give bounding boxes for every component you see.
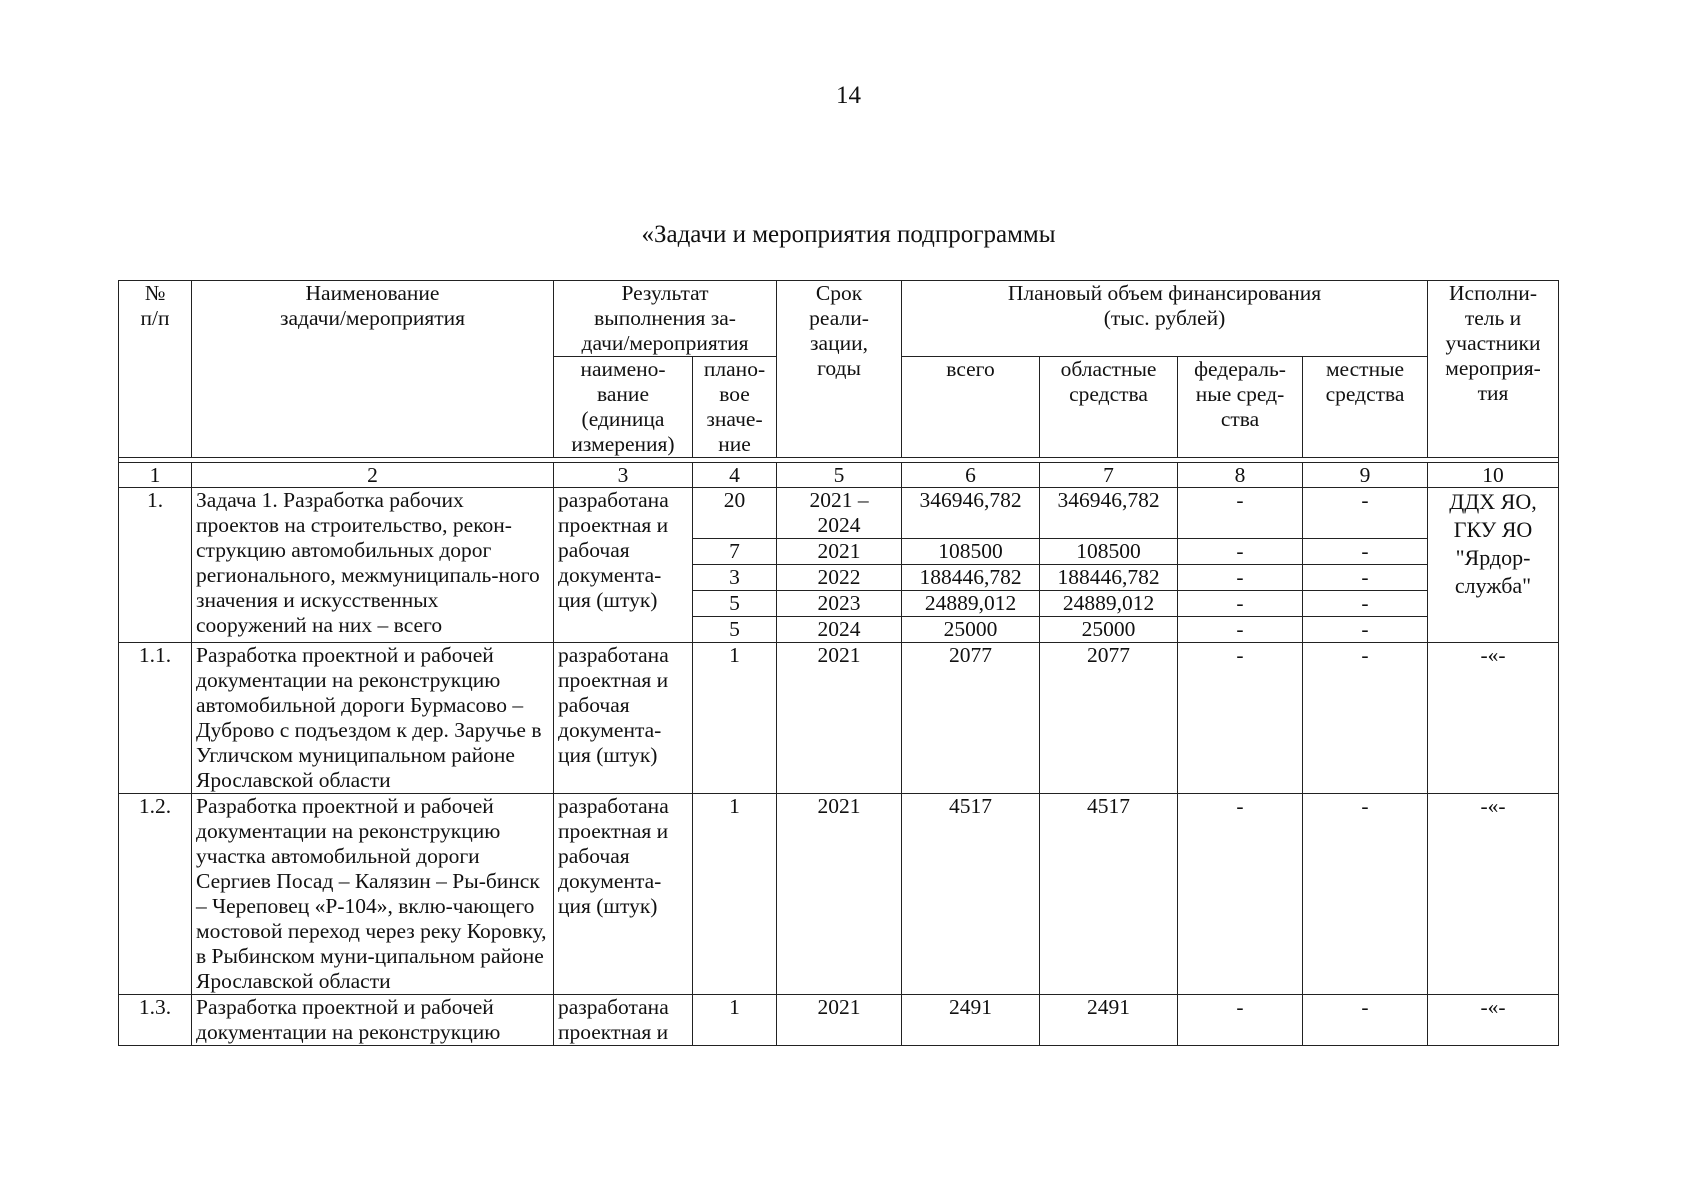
header-result-name: наимено- вание (единица измерения) <box>554 357 693 458</box>
planned-value: 1 <box>693 794 777 995</box>
measure-num: 1.2. <box>119 794 192 995</box>
measure-name: Разработка проектной и рабочей документации на реконструкцию автомобильной дороги Бурмасово – Дуброво с подъездом к дер. Заручье в Угличском муниципальном районе Ярославской области <box>192 643 554 794</box>
measure-row <box>119 995 1559 1046</box>
header-result-group: Результат выполнения за- дачи/мероприятия <box>554 281 777 357</box>
measure-result-name: разработана проектная и <box>554 995 693 1046</box>
task-executor: ДДХ ЯО, ГКУ ЯО "Ярдор- служба" <box>1428 488 1559 643</box>
header-total: всего <box>902 357 1040 458</box>
column-number: 7 <box>1040 463 1178 488</box>
total-funding: 24889,012 <box>902 591 1040 617</box>
header-term: Срок реали- зации, годы <box>777 281 902 458</box>
total-funding: 4517 <box>902 794 1040 995</box>
planned-value: 3 <box>693 565 777 591</box>
regional-funding: 2491 <box>1040 995 1178 1046</box>
column-number: 10 <box>1428 463 1559 488</box>
planned-value: 1 <box>693 995 777 1046</box>
header-num: № п/п <box>119 281 192 458</box>
column-number: 5 <box>777 463 902 488</box>
local-funding: - <box>1303 643 1428 794</box>
total-funding: 346946,782 <box>902 488 1040 539</box>
local-funding: - <box>1303 617 1428 643</box>
measure-name: Разработка проектной и рабочей документации на реконструкцию <box>192 995 554 1046</box>
term: 2021 <box>777 995 902 1046</box>
column-number: 6 <box>902 463 1040 488</box>
federal-funding: - <box>1178 794 1303 995</box>
planned-value: 5 <box>693 617 777 643</box>
total-funding: 2491 <box>902 995 1040 1046</box>
planned-value: 7 <box>693 539 777 565</box>
regional-funding: 24889,012 <box>1040 591 1178 617</box>
local-funding: - <box>1303 539 1428 565</box>
header-row-1 <box>119 281 1559 357</box>
column-number: 3 <box>554 463 693 488</box>
measure-result-name: разработана проектная и рабочая документа-ция (штук) <box>554 643 693 794</box>
regional-funding: 346946,782 <box>1040 488 1178 539</box>
federal-funding: - <box>1178 995 1303 1046</box>
local-funding: - <box>1303 794 1428 995</box>
term: 2021 <box>777 539 902 565</box>
federal-funding: - <box>1178 539 1303 565</box>
total-funding: 108500 <box>902 539 1040 565</box>
term: 2021 – 2024 <box>777 488 902 539</box>
header-finance-group: Плановый объем финансирования (тыс. рублей) <box>902 281 1428 357</box>
header-result-value: плано- вое значе- ние <box>693 357 777 458</box>
federal-funding: - <box>1178 591 1303 617</box>
planned-value: 5 <box>693 591 777 617</box>
measure-num: 1.3. <box>119 995 192 1046</box>
federal-funding: - <box>1178 488 1303 539</box>
local-funding: - <box>1303 488 1428 539</box>
document-title: «Задачи и мероприятия подпрограммы <box>641 221 1056 248</box>
measure-result-name: разработана проектная и рабочая документа-ция (штук) <box>554 794 693 995</box>
column-number: 1 <box>119 463 192 488</box>
task-num: 1. <box>119 488 192 643</box>
task-name: Задача 1. Разработка рабочих проектов на строительство, рекон-струкцию автомобильных дорог регионального, межмуниципаль-ного значения и искусственных сооружений на них – всего <box>192 488 554 643</box>
header-federal: федераль- ные сред- ства <box>1178 357 1303 458</box>
federal-funding: - <box>1178 617 1303 643</box>
measures-table <box>118 280 1559 1046</box>
column-numbers-row <box>119 463 1559 488</box>
regional-funding: 188446,782 <box>1040 565 1178 591</box>
local-funding: - <box>1303 995 1428 1046</box>
total-funding: 188446,782 <box>902 565 1040 591</box>
header-executor: Исполни- тель и участники мероприя- тия <box>1428 281 1559 458</box>
measure-name: Разработка проектной и рабочей документации на реконструкцию участка автомобильной дороги Сергиев Посад – Калязин – Ры-бинск – Череповец «Р-104», вклю-чающего мостовой переход через реку Коровку, в Рыбинском муни-ципальном районе Ярославской области <box>192 794 554 995</box>
term: 2023 <box>777 591 902 617</box>
planned-value: 20 <box>693 488 777 539</box>
column-number: 8 <box>1178 463 1303 488</box>
measure-num: 1.1. <box>119 643 192 794</box>
term: 2021 <box>777 643 902 794</box>
column-number: 4 <box>693 463 777 488</box>
header-name: Наименование задачи/мероприятия <box>192 281 554 458</box>
federal-funding: - <box>1178 565 1303 591</box>
measure-row <box>119 794 1559 995</box>
page-number: 14 <box>836 82 861 109</box>
measure-row <box>119 643 1559 794</box>
total-funding: 25000 <box>902 617 1040 643</box>
header-local: местные средства <box>1303 357 1428 458</box>
local-funding: - <box>1303 591 1428 617</box>
regional-funding: 4517 <box>1040 794 1178 995</box>
federal-funding: - <box>1178 643 1303 794</box>
regional-funding: 2077 <box>1040 643 1178 794</box>
term: 2021 <box>777 794 902 995</box>
measure-executor: -«- <box>1428 643 1559 794</box>
measure-executor: -«- <box>1428 995 1559 1046</box>
task-result-name: разработана проектная и рабочая документа-ция (штук) <box>554 488 693 643</box>
total-funding: 2077 <box>902 643 1040 794</box>
term: 2024 <box>777 617 902 643</box>
column-number: 2 <box>192 463 554 488</box>
local-funding: - <box>1303 565 1428 591</box>
header-regional: областные средства <box>1040 357 1178 458</box>
planned-value: 1 <box>693 643 777 794</box>
regional-funding: 25000 <box>1040 617 1178 643</box>
term: 2022 <box>777 565 902 591</box>
regional-funding: 108500 <box>1040 539 1178 565</box>
measure-executor: -«- <box>1428 794 1559 995</box>
column-number: 9 <box>1303 463 1428 488</box>
task-row <box>119 488 1559 539</box>
